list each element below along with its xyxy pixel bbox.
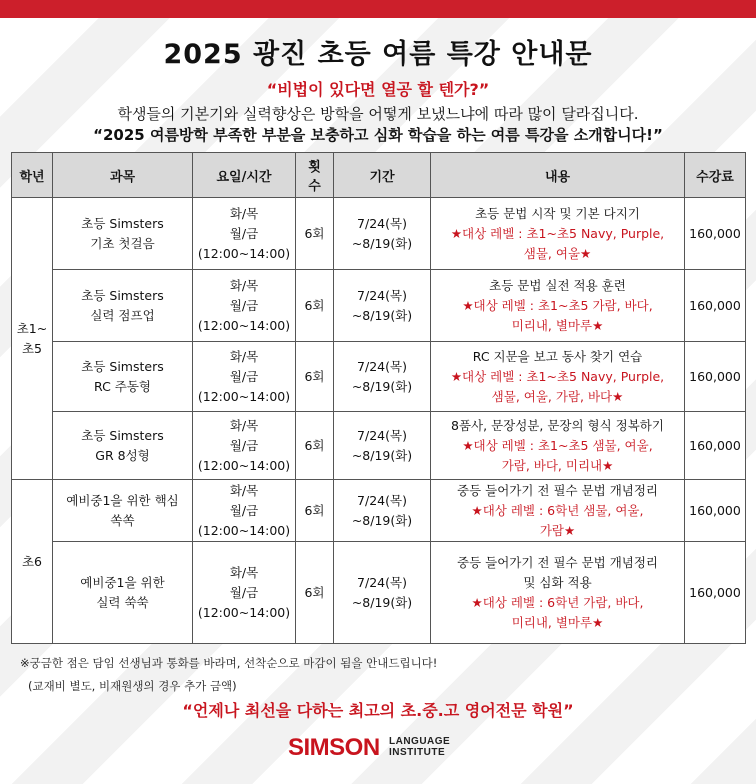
header-sessions <box>296 153 334 198</box>
schedule-cell <box>193 412 296 480</box>
simson-logo <box>288 734 468 764</box>
content-cell <box>431 412 685 480</box>
period-cell <box>334 342 431 412</box>
fee-cell: 160,000 <box>685 270 746 342</box>
table-row <box>12 342 746 412</box>
table-row <box>12 542 746 644</box>
content-line-3: 샘물, 여울, 가람, 바다★ <box>491 388 624 404</box>
subject-line-2: GR 8성형 <box>95 447 150 463</box>
content-line-3: ★대상 레벨 : 6학년 가람, 바다, <box>471 594 644 610</box>
schedule-cell <box>193 342 296 412</box>
time-line: (12:00~14:00) <box>197 317 291 333</box>
sessions-cell: 6회 <box>296 542 334 644</box>
slogan-bottom: “언제나 최선을 다하는 최고의 초.중.고 영어전문 학원” <box>182 701 574 720</box>
content-line-4: 미리내, 별마루★ <box>511 614 604 630</box>
subject-line-2: 실력 쑥쑥 <box>96 594 149 610</box>
grade-cell <box>12 198 53 480</box>
period-line-2: ~8/19(화) <box>351 594 413 610</box>
content-line-1: 중등 들어가기 전 필수 문법 개념정리 <box>457 482 658 498</box>
intro-line-2: “2025 여름방학 부족한 부분을 보충하고 심화 학습을 하는 여름 특강을 소개합니다!” <box>93 126 663 144</box>
content-line-2: ★대상 레벨 : 초1~초5 가람, 바다, <box>462 297 653 313</box>
header-schedule: 요일/시간 <box>193 153 296 198</box>
sessions-cell: 6회 <box>296 198 334 270</box>
days-line-1: 화/목 <box>229 482 259 498</box>
period-cell <box>334 542 431 644</box>
subject-cell <box>53 480 193 542</box>
content-cell <box>431 198 685 270</box>
subject-cell <box>53 542 193 644</box>
period-line-2: ~8/19(화) <box>351 307 413 323</box>
fee-cell: 160,000 <box>685 342 746 412</box>
days-line-2: 월/금 <box>229 225 259 241</box>
period-line-1: 7/24(목) <box>357 574 407 590</box>
days-line-2: 월/금 <box>229 437 259 453</box>
content-line-2: ★대상 레벨 : 6학년 샘물, 여울, <box>471 502 644 518</box>
period-cell <box>334 412 431 480</box>
period-line-2: ~8/19(화) <box>351 378 413 394</box>
subject-line-2: RC 주동형 <box>94 378 151 394</box>
subject-line-1: 예비중1을 위한 <box>80 574 165 590</box>
header-fee: 수강료 <box>685 153 746 198</box>
period-line-1: 7/24(목) <box>357 492 407 508</box>
content-line-2: 및 심화 적용 <box>523 574 592 590</box>
subject-cell <box>53 342 193 412</box>
period-line-1: 7/24(목) <box>357 287 407 303</box>
period-cell <box>334 270 431 342</box>
time-line: (12:00~14:00) <box>197 604 291 620</box>
days-line-1: 화/목 <box>229 277 259 293</box>
subject-line-1: 초등 Simsters <box>81 427 164 443</box>
subject-line-1: 초등 Simsters <box>81 358 164 374</box>
footnote-materials: (교재비 별도, 비재원생의 경우 추가 금액) <box>28 679 237 693</box>
content-cell <box>431 270 685 342</box>
header-grade: 학년 <box>12 153 53 198</box>
table-row <box>12 412 746 480</box>
subject-line-1: 예비중1을 위한 핵심 <box>66 492 179 508</box>
content-cell <box>431 480 685 542</box>
period-line-2: ~8/19(화) <box>351 447 413 463</box>
schedule-cell <box>193 270 296 342</box>
intro-line-1: 학생들의 기본기와 실력향상은 방학을 어떻게 보냈느냐에 따라 많이 달라집니다. <box>117 105 639 123</box>
schedule-cell <box>193 480 296 542</box>
period-line-1: 7/24(목) <box>357 358 407 374</box>
content-line-3: 샘물, 여울★ <box>523 245 592 261</box>
footnote-contact: ※궁금한 점은 담임 선생님과 통화를 바라며, 선착순으로 마감이 됨을 안내드립니다! <box>20 656 438 670</box>
time-line: (12:00~14:00) <box>197 457 291 473</box>
fee-cell: 160,000 <box>685 412 746 480</box>
period-line-2: ~8/19(화) <box>351 512 413 528</box>
header-subject: 과목 <box>53 153 193 198</box>
subject-cell <box>53 412 193 480</box>
period-cell <box>334 198 431 270</box>
logo-sub-line-2: INSTITUTE <box>389 747 446 758</box>
subject-line-1: 초등 Simsters <box>81 287 164 303</box>
logo-main-text: SIMSON <box>288 734 380 761</box>
content-line-2: ★대상 레벨 : 초1~초5 Navy, Purple, <box>450 225 665 241</box>
header-sessions-l1: 횟 <box>308 160 321 175</box>
header-sessions-l2: 수 <box>308 179 321 194</box>
grade-line-1: 초1~ <box>16 320 48 336</box>
subject-cell <box>53 270 193 342</box>
subject-line-2: 기초 첫걸음 <box>90 235 155 251</box>
content-line-1: 초등 문법 시작 및 기본 다지기 <box>475 205 640 221</box>
days-line-1: 화/목 <box>229 348 259 364</box>
logo-sub-text <box>389 736 450 758</box>
schedule-cell <box>193 198 296 270</box>
content-line-2: ★대상 레벨 : 초1~초5 Navy, Purple, <box>450 368 665 384</box>
content-line-1: 8품사, 문장성분, 문장의 형식 정복하기 <box>451 417 664 433</box>
grade-cell <box>12 480 53 644</box>
subject-line-1: 초등 Simsters <box>81 215 164 231</box>
time-line: (12:00~14:00) <box>197 388 291 404</box>
grade-line-2: 초5 <box>21 340 43 356</box>
schedule-cell <box>193 542 296 644</box>
content-cell <box>431 542 685 644</box>
period-cell <box>334 480 431 542</box>
fee-cell: 160,000 <box>685 480 746 542</box>
fee-cell: 160,000 <box>685 542 746 644</box>
days-line-1: 화/목 <box>229 564 259 580</box>
subject-cell <box>53 198 193 270</box>
sessions-cell: 6회 <box>296 412 334 480</box>
content-line-3: 가람, 바다, 미리내★ <box>501 457 614 473</box>
table-row <box>12 480 746 542</box>
time-line: (12:00~14:00) <box>197 522 291 538</box>
subject-line-2: 쏙쏙 <box>110 512 135 528</box>
days-line-2: 월/금 <box>229 368 259 384</box>
content-line-3: 가람★ <box>539 522 576 538</box>
subject-line-2: 실력 점프업 <box>90 307 155 323</box>
sessions-cell: 6회 <box>296 270 334 342</box>
time-line: (12:00~14:00) <box>197 245 291 261</box>
days-line-1: 화/목 <box>229 205 259 221</box>
logo-sub-line-1: LANGUAGE <box>389 736 451 747</box>
period-line-2: ~8/19(화) <box>351 235 413 251</box>
table-header-row <box>12 153 746 198</box>
content-line-1: RC 지문을 보고 동사 찾기 연습 <box>472 348 643 364</box>
page-title: 2025 광진 초등 여름 특강 안내문 <box>163 39 593 70</box>
schedule-table <box>11 152 746 644</box>
period-line-1: 7/24(목) <box>357 427 407 443</box>
sessions-cell: 6회 <box>296 480 334 542</box>
content-line-1: 중등 들어가기 전 필수 문법 개념정리 <box>457 554 658 570</box>
header-content: 내용 <box>431 153 685 198</box>
slogan-top: “비법이 있다면 열공 할 텐가?” <box>266 80 490 99</box>
period-line-1: 7/24(목) <box>357 215 407 231</box>
content-line-1: 초등 문법 실전 적용 훈련 <box>489 277 626 293</box>
days-line-2: 월/금 <box>229 584 259 600</box>
header-period: 기간 <box>334 153 431 198</box>
days-line-2: 월/금 <box>229 297 259 313</box>
days-line-1: 화/목 <box>229 417 259 433</box>
content-cell <box>431 342 685 412</box>
fee-cell: 160,000 <box>685 198 746 270</box>
table-row <box>12 270 746 342</box>
grade-line-1: 초6 <box>21 553 43 569</box>
content-line-2: ★대상 레벨 : 초1~초5 샘물, 여울, <box>462 437 653 453</box>
content-line-3: 미리내, 별마루★ <box>511 317 604 333</box>
table-row <box>12 198 746 270</box>
days-line-2: 월/금 <box>229 502 259 518</box>
sessions-cell: 6회 <box>296 342 334 412</box>
